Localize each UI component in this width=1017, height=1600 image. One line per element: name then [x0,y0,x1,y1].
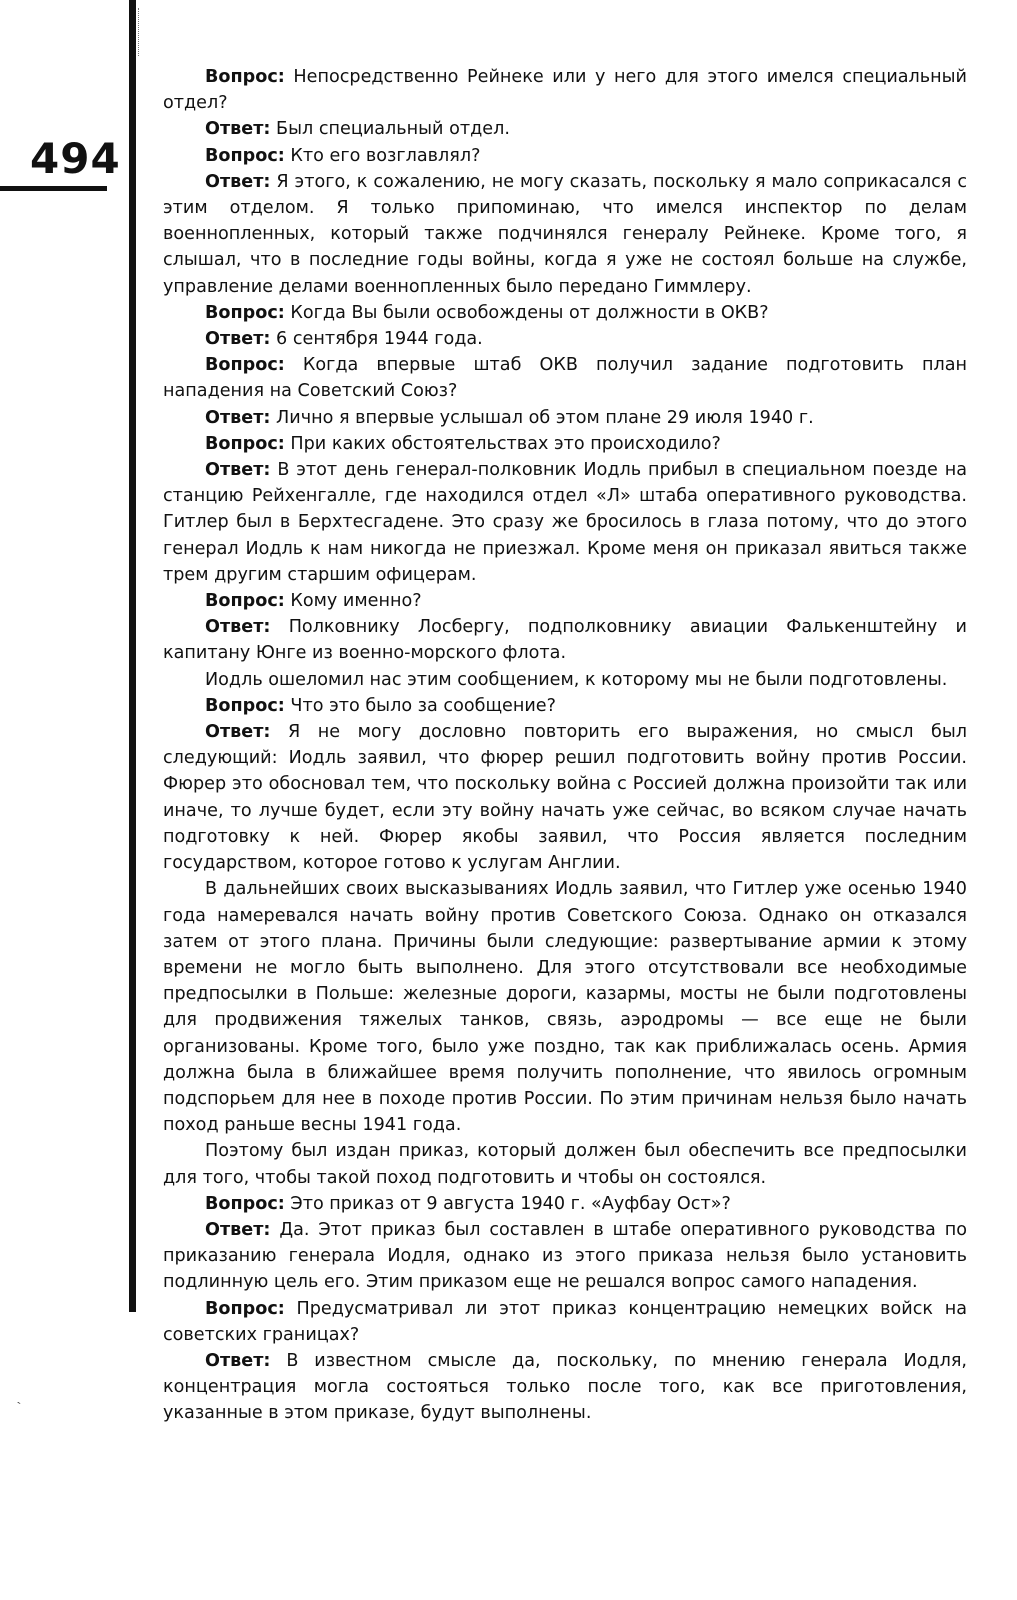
answer-label: Ответ: [205,329,271,350]
paragraph-answer [163,457,967,588]
paragraph-question [163,431,967,457]
answer-label: Ответ: [205,407,271,428]
paragraph-text: 6 сентября 1944 года. [270,329,483,350]
paragraph-text: Непосредственно Рейнеке или у него для этого имелся специальный отдел? [163,67,967,114]
paragraph-text: Был специальный отдел. [270,119,510,140]
paragraph-question [163,1296,967,1348]
paragraph-text: Полковнику Лосбергу, подполковнику авиации Фалькенштейну и капитану Юнге из военно-морского флота. [163,617,967,664]
paragraph-answer [163,1217,967,1296]
question-label: Вопрос: [205,302,285,323]
paragraph-text: Это приказ от 9 августа 1940 г. «Ауфбау Ост»? [284,1193,731,1214]
paragraph-text: В известном смысле да, поскольку, по мнению генерала Иодля, концентрация могла состояться только после того, как все приготовления, указанные в этом приказе, будут выполнены. [163,1350,967,1424]
question-label: Вопрос: [205,1298,285,1319]
page-number-rule [0,186,107,191]
answer-label: Ответ: [205,617,271,638]
paragraph-answer [163,169,967,300]
margin-speck [138,8,143,56]
paragraph-text: При каких обстоятельствах это происходило? [284,433,721,454]
paragraph-text: Когда Вы были освобождены от должности в ОКВ? [284,302,769,323]
paragraph-text: Что это было за сообщение? [284,695,556,716]
answer-label: Ответ: [205,460,271,481]
answer-label: Ответ: [205,722,271,743]
paragraph-question [163,693,967,719]
paragraph-answer [163,1348,967,1427]
answer-label: Ответ: [205,119,271,140]
paragraph-text: Я этого, к сожалению, не могу сказать, поскольку я мало соприкасался с этим отделом. Я только припоминаю, что имелся инспектор по делам военнопленных, который также подчинялся генералу Рейнеке. Кроме того, я слышал, что в последние годы войны, когда я уже не состоял больше на службе, управление делами военнопленных было передано Гиммлеру. [163,171,967,297]
question-label: Вопрос: [205,355,285,376]
paragraph-text: Иодль ошеломил нас этим сообщением, к которому мы не были подготовлены. [205,669,948,690]
answer-label: Ответ: [205,171,271,192]
question-label: Вопрос: [205,433,285,454]
paragraph-question [163,64,967,116]
paragraph-text: В дальнейших своих высказываниях Иодль заявил, что Гитлер уже осенью 1940 года намеревался начать войну против Советского Союза. Однако он отказался затем от этого плана. Причины были следующие: развертывание армии к этому времени не могло быть выполнено. Для этого отсутствовали все необходимые предпосылки в Польше: железные дороги, казармы, мосты не были подготовлены для продвижения тяжелых танков, связь, аэродромы — все еще не были организованы. Кроме того, было уже поздно, так как приближалась осень. Армия должна была в ближайшее время получить пополнение, что явилось огромным подспорьем для нее в походе против России. По этим причинам нельзя было начать поход раньше весны 1941 года. [163,879,967,1136]
paragraph-text: Поэтому был издан приказ, который должен был обеспечить все предпосылки для того, чтобы такой поход подготовить и чтобы он состоялся. [163,1141,967,1188]
paragraph-text: Кто его возглавлял? [284,145,481,166]
answer-label: Ответ: [205,1350,271,1371]
paragraph-answer [163,116,967,142]
question-label: Вопрос: [205,67,285,87]
paragraph-plain [163,1138,967,1190]
paragraph-plain [163,667,967,693]
margin-bar [129,0,136,1312]
paragraph-answer [163,326,967,352]
paragraph-answer [163,405,967,431]
paragraph-text: В этот день генерал-полковник Иодль прибыл в специальном поезде на станцию Рейхенгалле, где находился отдел «Л» штаба оперативного руководства. Гитлер был в Берхтесгадене. Это сразу же бросилось в глаза потому, что до этого генерал Иодль к нам никогда не приезжал. Кроме меня он приказал явиться также трем другим старшим офицерам. [163,460,967,585]
paragraph-question [163,1191,967,1217]
paragraph-question [163,143,967,169]
question-label: Вопрос: [205,591,285,612]
answer-label: Ответ: [205,1219,271,1240]
paragraph-text: Когда впервые штаб ОКВ получил задание подготовить план нападения на Советский Союз? [163,355,967,402]
paragraph-question [163,300,967,326]
paragraph-text: Кому именно? [284,591,422,612]
body-text [163,64,967,1427]
paragraph-question [163,588,967,614]
paragraph-text: Да. Этот приказ был составлен в штабе оперативного руководства по приказанию генерала Иодля, однако из этого приказа нельзя было установить подлинную цель его. Этим приказом еще не решался вопрос самого нападения. [163,1219,967,1293]
question-label: Вопрос: [205,695,285,716]
paragraph-text: Я не могу дословно повторить его выражения, но смысл был следующий: Иодль заявил, что фюрер решил подготовить войну против России. Фюрер это обосновал тем, что поскольку война с Россией должна произойти так или иначе, то лучше будет, если эту войну начать уже сейчас, во всяком случае начать подготовку к ней. Фюрер якобы заявил, что Россия является последним государством, которое готово к услугам Англии. [163,722,967,874]
paragraph-text: Лично я впервые услышал об этом плане 29 июля 1940 г. [270,407,814,428]
paragraph-plain [163,876,967,1138]
paragraph-question [163,352,967,404]
paragraph-text: Предусматривал ли этот приказ концентрацию немецких войск на советских границах? [163,1298,967,1345]
question-label: Вопрос: [205,145,285,166]
paragraph-answer [163,614,967,666]
page-number: 494 [30,134,121,183]
stray-mark: ` [15,1399,27,1415]
paragraph-answer [163,719,967,876]
question-label: Вопрос: [205,1193,285,1214]
